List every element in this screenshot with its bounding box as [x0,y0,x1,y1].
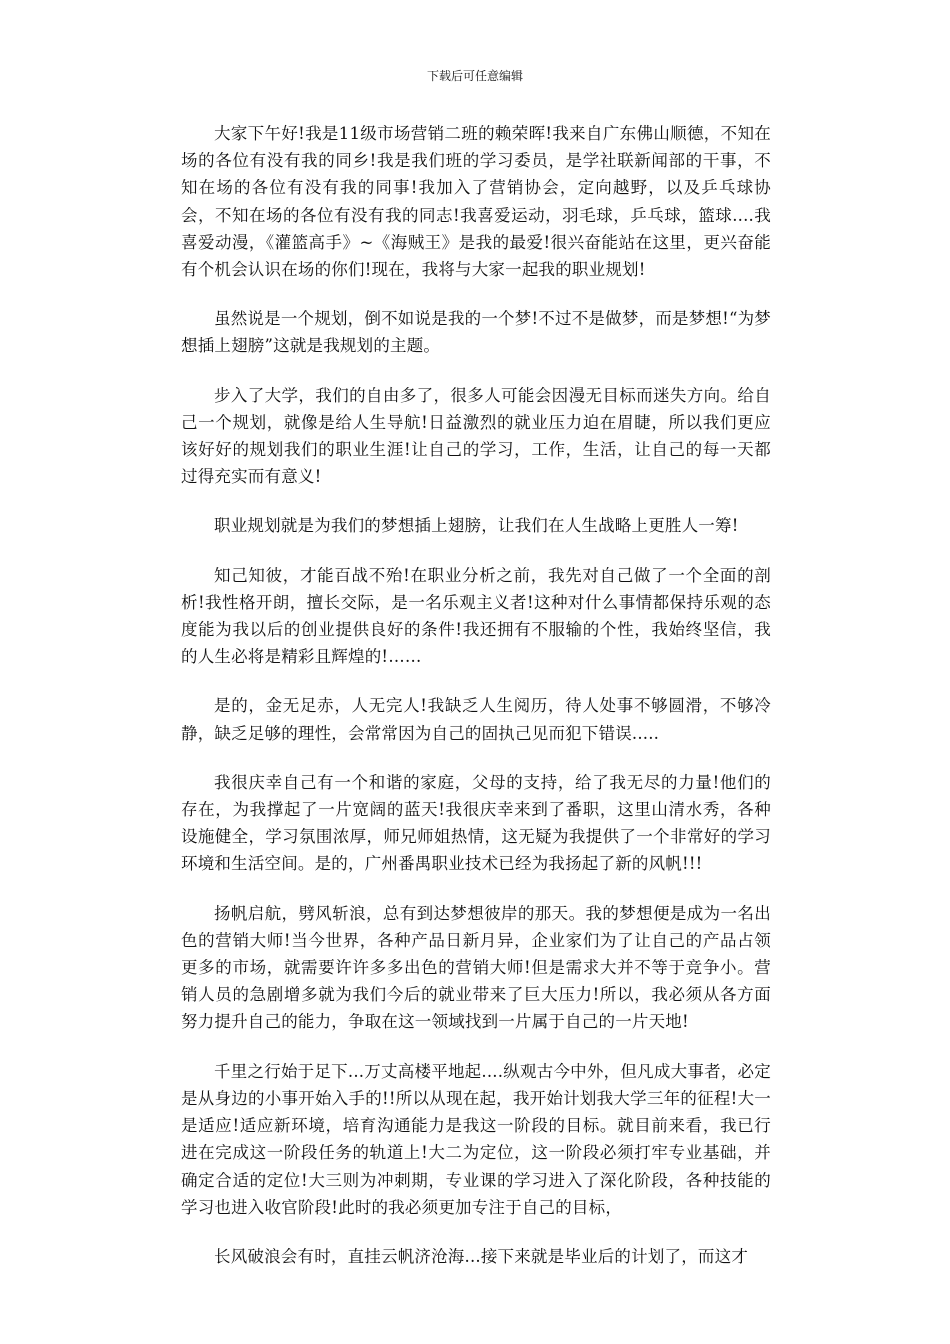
paragraph: 步入了大学，我们的自由多了，很多人可能会因漫无目标而迷失方向。给自己一个规划，就像是给人生导航!日益激烈的就业压力迫在眉睫，所以我们更应该好好的规划我们的职业生涯!让自己的学习，工作，生活，让自己的每一天都过得充实而有意义! [181,385,771,487]
paragraph: 是的，金无足赤，人无完人!我缺乏人生阅历，待人处事不够圆滑，不够冷静，缺乏足够的理性，会常常因为自己的固执己见而犯下错误..... [181,696,771,743]
header-note: 下载后可任意编辑 [426,69,523,83]
paragraph: 职业规划就是为我们的梦想插上翅膀，让我们在人生战略上更胜人一筹! [214,516,739,536]
document-body [181,120,771,1292]
paragraph: 长风破浪会有时，直挂云帆济沧海...接下来就是毕业后的计划了，而这才 [214,1246,749,1266]
paragraph: 大家下午好!我是11级市场营销二班的赖荣晖!我来自广东佛山顺德，不知在场的各位有没有我的同乡!我是我们班的学习委员，是学社联新闻部的干事，不知在场的各位有没有我的同事!我加入了营销协会，定向越野，以及乒乓球协会，不知在场的各位有没有我的同志!我喜爱运动，羽毛球，乒乓球，篮球....我喜爱动漫，《灌篮高手》~《海贼王》是我的最爱!很兴奋能站在这里，更兴奋能有个机会认识在场的你们!现在，我将与大家一起我的职业规划! [181,124,771,280]
paragraph: 千里之行始于足下...万丈高楼平地起....纵观古今中外，但凡成大事者，必定是从身边的小事开始入手的!!所以从现在起，我开始计划我大学三年的征程!大一是适应!适应新环境，培育沟通能力是我这一阶段的目标。就目前来看，我已行进在完成这一阶段任务的轨道上!大二为定位，这一阶段必须打牢专业基础，并确定合适的定位!大三则为冲刺期，专业课的学习进入了深化阶段，各种技能的学习也进入收官阶段!此时的我必须更加专注于自己的目标， [181,1061,771,1217]
paragraph: 虽然说是一个规划，倒不如说是我的一个梦!不过不是做梦，而是梦想!“为梦想插上翅膀”这就是我规划的主题。 [181,309,771,356]
paragraph: 我很庆幸自己有一个和谐的家庭，父母的支持，给了我无尽的力量!他们的存在，为我撑起了一片宽阔的蓝天!我很庆幸来到了番职，这里山清水秀，各种设施健全，学习氛围浓厚，师兄师姐热情，这无疑为我提供了一个非常好的学习环境和生活空间。是的，广州番禺职业技术已经为我扬起了新的风帆!!! [181,772,771,874]
paragraph: 扬帆启航，劈风斩浪，总有到达梦想彼岸的那天。我的梦想便是成为一名出色的营销大师!当今世界，各种产品日新月异，企业家们为了让自己的产品占领更多的市场，就需要许许多多出色的营销大师!但是需求大并不等于竞争小。营销人员的急剧增多就为我们今后的就业带来了巨大压力!所以，我必须从各方面努力提升自己的能力，争取在这一领域找到一片属于自己的一片天地! [181,903,771,1032]
paragraph: 知己知彼，才能百战不殆!在职业分析之前，我先对自己做了一个全面的剖析!我性格开朗，擅长交际，是一名乐观主义者!这种对什么事情都保持乐观的态度能为我以后的创业提供良好的条件!我还拥有不服输的个性，我始终坚信，我的人生必将是精彩且辉煌的!…… [181,565,771,667]
